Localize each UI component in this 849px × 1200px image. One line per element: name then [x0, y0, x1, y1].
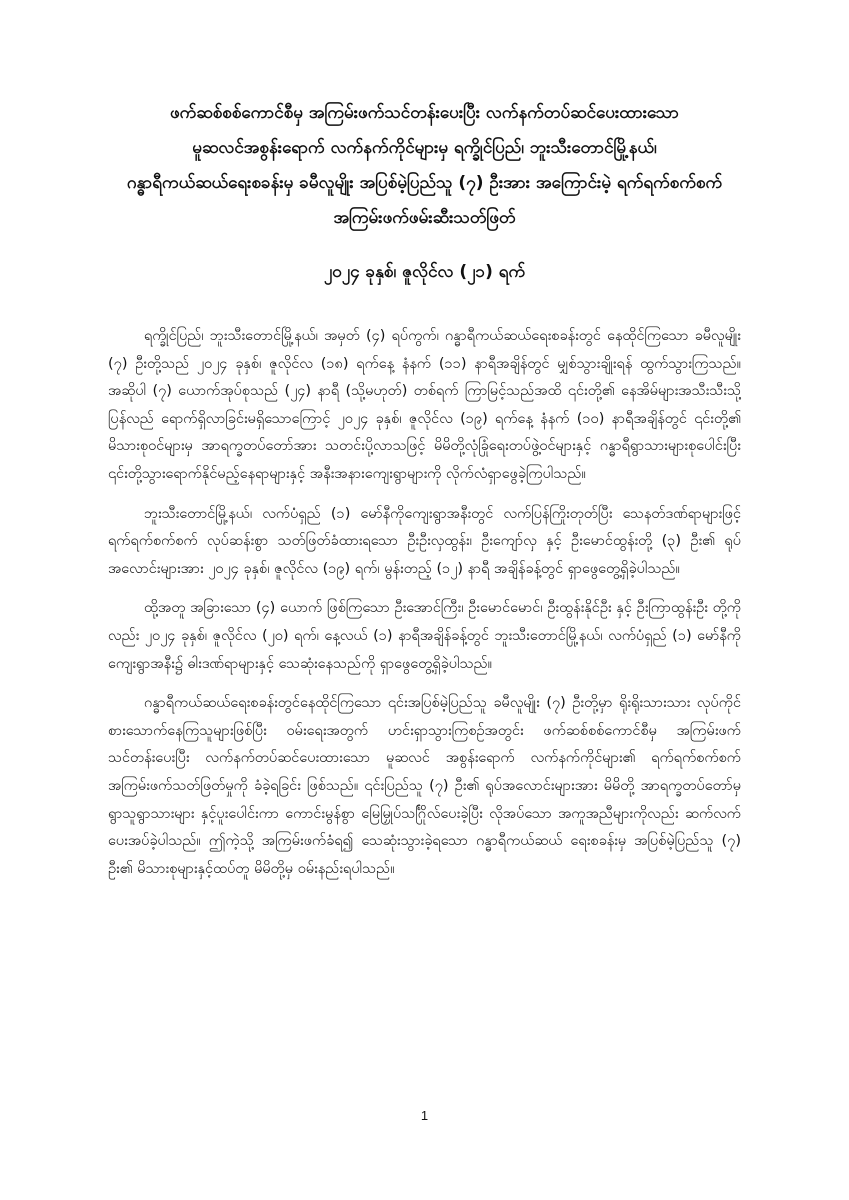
title-line: ဂန္ဓာရီကယ်ဆယ်ရေးစခန်းမှ ခမီလူမျိုး အပြစ်မဲ့ပြည်သူ (၇) ဦးအား အကြောင်းမဲ့ ရက်ရက်စက်စက် [126, 173, 723, 193]
document-body [108, 323, 741, 895]
page-number: 1 [420, 1108, 429, 1123]
paragraph-1: ရက္ခိုင်ပြည်၊ ဘူးသီးတောင်မြို့နယ်၊ အမှတ် (၄) ရပ်ကွက်၊ ဂန္ဓာရီကယ်ဆယ်ရေးစခန်းတွင် နေထိုင်ကြသော ခမီလူမျိုး (၇) ဦးတို့သည် ၂၀၂၄ ခုနှစ်၊ ဇူလိုင်လ (၁၈) ရက်နေ့ နံနက် (၁၁) နာရီအချိန်တွင် မျှစ်သွားချိုးရန် ထွက်သွားကြသည်။ အဆိုပါ (၇) ယောက်အုပ်စုသည် (၂၄) နာရီ (သို့မဟုတ်) တစ်ရက် ကြာမြင့်သည်အထိ ၎င်းတို့၏ နေအိမ်များအသီးသီးသို့ ပြန်လည် ရောက်ရှိလာခြင်းမရှိသောကြောင့် ၂၀၂၄ ခုနှစ်၊ ဇူလိုင်လ (၁၉) ရက်နေ့ နံနက် (၁၀) နာရီအချိန်တွင် ၎င်းတို့၏ မိသားစုဝင်များမှ အာရက္ခတပ်တော်အား သတင်းပို့လာသဖြင့် မိမိတို့လုံခြုံရေးတပ်ဖွဲ့ဝင်များနှင့် ဂန္ဓာရီရွာသားများစုပေါင်းပြီး ၎င်းတို့သွားရောက်နိုင်မည့်နေရာများနှင့် အနီးအနားကျေးရွာများကို လိုက်လံရှာဖွေခဲ့ကြပါသည်။ [108, 328, 741, 482]
paragraph-2: ဘူးသီးတောင်မြို့နယ်၊ လက်ပံရှည် (၁) မော်နီကိုကျေးရွာအနီးတွင် လက်ပြန်ကြိုးတုတ်ပြီး သေနတ်ဒဏ်ရာများဖြင့် ရက်ရက်စက်စက် လုပ်ဆန်းစွာ သတ်ဖြတ်ခံထားရသော ဦးဦးလှထွန်း၊ ဦးကျော်လှ နှင့် ဦးမောင်ထွန်းတို့ (၃) ဦး၏ ရုပ်အလောင်းများအား ၂၀၂၄ ခုနှစ်၊ ဇူလိုင်လ (၁၉) ရက်၊ မွန်းတည့် (၁၂) နာရီ အချိန်ခန့်တွင် ရှာဖွေတွေ့ရှိခဲ့ပါသည်။ [108, 505, 741, 577]
title-line: မူဆလင်အစွန်းရောက် လက်နက်ကိုင်များမှ ရက္ခိုင်ပြည်၊ ဘူးသီးတောင်မြို့နယ်၊ [192, 138, 657, 158]
document-date: ၂၀၂၄ ခုနှစ်၊ ဇူလိုင်လ (၂၁) ရက် [323, 262, 526, 282]
title-line: အကြမ်းဖက်ဖမ်းဆီးသတ်ဖြတ် [333, 208, 516, 228]
document-title [108, 96, 741, 236]
title-line: ဖက်ဆစ်စစ်ကောင်စီမှ အကြမ်းဖက်သင်တန်းပေးပြီး လက်နက်တပ်ဆင်ပေးထားသော [169, 103, 680, 123]
paragraph-3: ထို့အတူ အခြားသော (၄) ယောက် ဖြစ်ကြသော ဦးအောင်ကြီး၊ ဦးမောင်မောင်၊ ဦးထွန်းနိုင်ဦး နှင့် ဦးကြာထွန်းဦး တို့ကိုလည်း ၂၀၂၄ ခုနှစ်၊ ဇူလိုင်လ (၂၀) ရက်၊ နေ့လယ် (၁) နာရီအချိန်ခန့်တွင် ဘူးသီးတောင်မြို့နယ်၊ လက်ပံရှည် (၁) မော်နီကိုကျေးရွာအနီး၌ ဓါးဒဏ်ရာများနှင့် သေဆုံးနေသည်ကို ရှာဖွေတွေ့ရှိခဲ့ပါသည်။ [108, 600, 741, 672]
paragraph-4: ဂန္ဓာရီကယ်ဆယ်ရေးစခန်းတွင်နေထိုင်ကြသော ၎င်းအပြစ်မဲ့ပြည်သူ ခမီလူမျိုး (၇) ဦးတို့မှာ ရိုးရိုးသားသား လုပ်ကိုင်စားသောက်နေကြသူများဖြစ်ပြီး ဝမ်းရေးအတွက် ဟင်းရှာသွားကြစဉ်အတွင်း ဖက်ဆစ်စစ်ကောင်စီမှ အကြမ်းဖက်သင်တန်းပေးပြီး လက်နက်တပ်ဆင်ပေးထားသော မူဆလင် အစွန်းရောက် လက်နက်ကိုင်များ၏ ရက်ရက်စက်စက် အကြမ်းဖက်သတ်ဖြတ်မှုကို ခံခဲ့ရခြင်း ဖြစ်သည်။ ၎င်းပြည်သူ (၇) ဦး၏ ရုပ်အလောင်းများအား မိမိတို့ အာရက္ခတပ်တော်မှ ရွာသူရွာသားများ နှင့်ပူးပေါင်းကာ ကောင်းမွန်စွာ မြေမြှုပ်သင်္ဂြိုလ်ပေးခဲ့ပြီး လိုအပ်သော အကူအညီများကိုလည်း ဆက်လက်ပေးအပ်ခဲ့ပါသည်။ ဤကဲ့သို့ အကြမ်းဖက်ခံရ၍ သေဆုံးသွားခဲ့ရသော ဂန္ဓာရီကယ်ဆယ် ရေးစခန်းမှ အပြစ်မဲ့ပြည်သူ (၇) ဦး၏ မိသားစုများနှင့်ထပ်တူ မိမိတို့မှ ဝမ်းနည်းရပါသည်။ [108, 695, 741, 877]
